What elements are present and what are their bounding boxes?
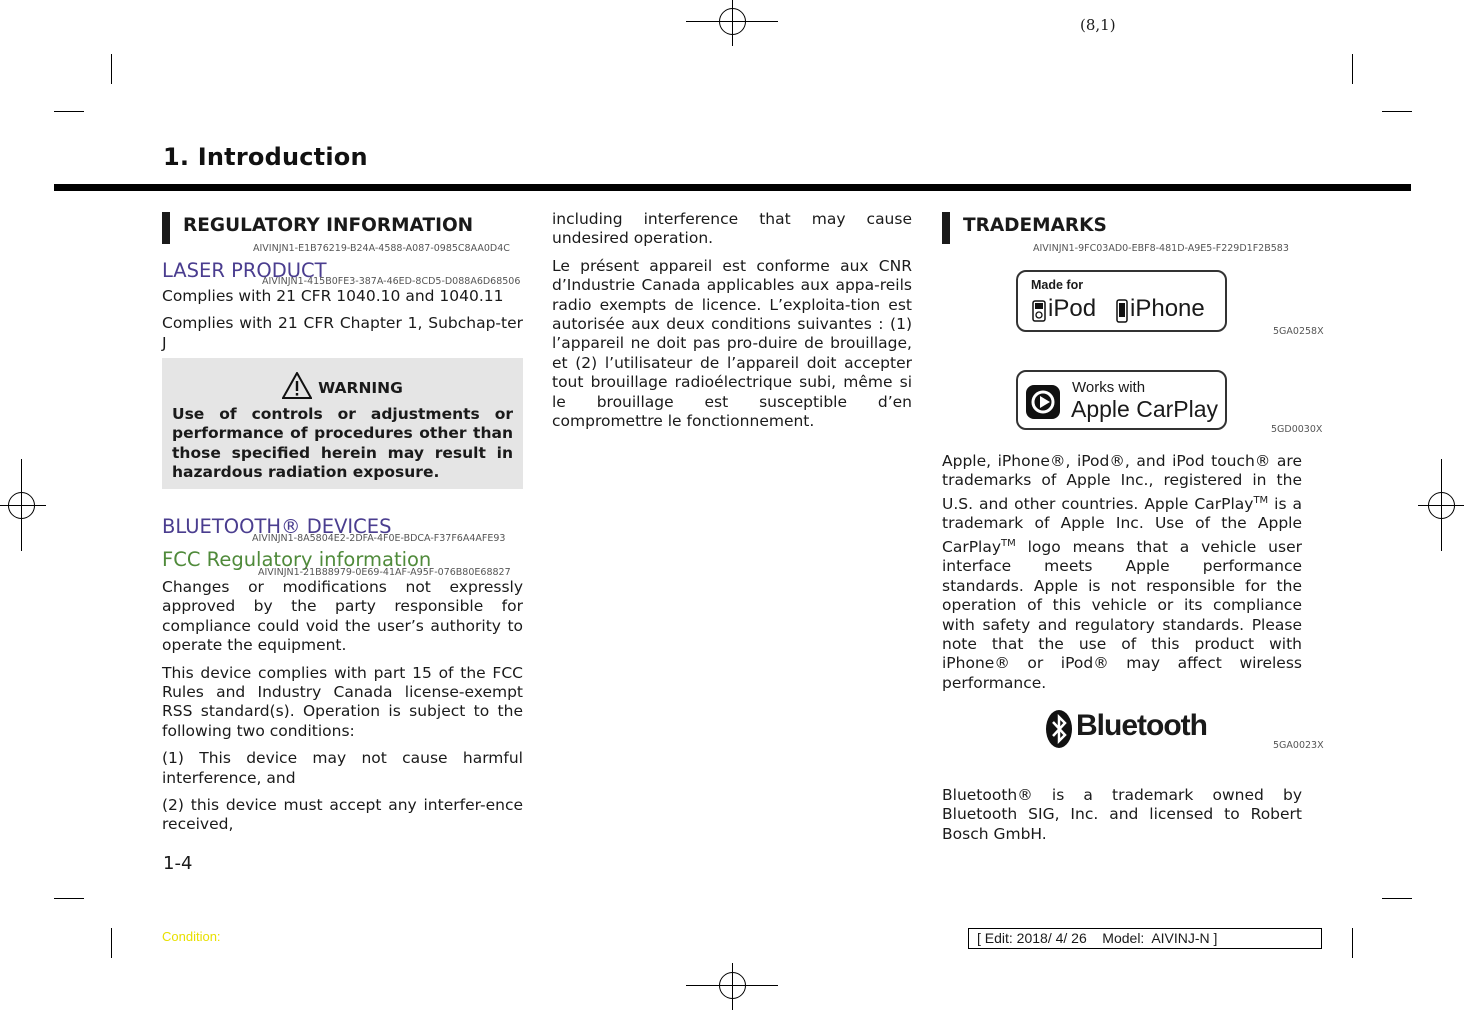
warning-label: WARNING [318, 379, 403, 397]
condition-label: Condition: [162, 929, 221, 944]
section-bar [942, 212, 950, 244]
section-title-regulatory: REGULATORY INFORMATION [183, 215, 474, 236]
apple-text-part1: Apple, iPhone®, iPod®, and iPod touch® are trademarks of Apple Inc., registered in the U.S. and other countries. Apple CarPlay [942, 452, 1302, 513]
apple-text-part3: logo means that a vehicle user interface meets Apple performance standards. Apple is not responsible for the operation of this vehicle or its compliance with safety and regulatory standards. Please note that the use of this product with iPhone® or iPod® may affect wireless performance. [942, 537, 1302, 692]
paragraph: Le présent appareil est conforme aux CNR d’Industrie Canada applicables aux appa-reils radio exempts de licence. L’exploita-tion est autorisée aux deux conditions suivantes : (1) l’appareil ne doit pas pro-duire de brouillage, et (2) l’utilisateur de l’appareil doit accepter tout brouillage radioélectrique subi, même si le brouillage est susceptible d’en compromettre le fonctionnement. [552, 256, 912, 431]
bluetooth-trademark-text [942, 786, 1302, 852]
subsection-title-bluetooth: BLUETOOTH® DEVICES [162, 515, 392, 538]
edit-info-box: [ Edit: 2018/ 4/ 26 Model: AIVINJ-N ] [968, 928, 1322, 949]
subsection-id: AIVINJN1-8A5804E2-2DFA-4F0E-BDCA-F37F6A4AFE93 [252, 533, 506, 544]
tm-superscript: TM [1253, 494, 1269, 506]
logo-iphone-text: iPhone [1130, 295, 1205, 322]
iphone-icon [1116, 299, 1128, 323]
section-id: AIVINJN1-E1B76219-B24A-4588-A087-0985C8AA0D4C [253, 243, 510, 254]
paragraph: (2) this device must accept any interfer-ence received, [162, 796, 523, 834]
bluetooth-icon [1046, 710, 1072, 748]
laser-body [162, 287, 523, 361]
header-rule [54, 184, 1411, 191]
logo-works-with-text: Works with [1072, 379, 1146, 396]
page-number: 1-4 [163, 853, 193, 874]
warning-text: Use of controls or adjustments or performance of procedures other than those specified herein may result in hazardous radiation exposure. [172, 405, 513, 482]
subsection-title-fcc: FCC Regulatory information [162, 548, 432, 571]
warning-heading [162, 372, 523, 399]
section-bar [162, 212, 170, 244]
figure-id: 5GA0023X [1273, 740, 1324, 751]
logo-ipod-text: iPod [1048, 295, 1097, 322]
figure-id: 5GD0030X [1271, 424, 1323, 435]
paragraph: Complies with 21 CFR Chapter 1, Subchap-ter J [162, 314, 523, 352]
subsection-id: AIVINJN1-21B88979-0E69-41AF-A95F-076B80E68827 [258, 567, 511, 578]
page-reference: (8,1) [1080, 16, 1116, 34]
paragraph: (1) This device may not cause harmful interference, and [162, 749, 523, 787]
bluetooth-logo [1046, 707, 1206, 753]
figure-id: 5GA0258X [1273, 326, 1324, 337]
apple-text-part2: is a trademark of Apple Inc. Use of the Apple CarPlay [942, 494, 1303, 556]
ipod-icon [1032, 300, 1046, 322]
paragraph: Changes or modifications not expressly approved by the party responsible for compliance could void the user’s authority to operate the equipment. [162, 578, 523, 655]
middle-body [552, 210, 912, 439]
paragraph: including interference that may cause undesired operation. [552, 210, 912, 248]
made-for-ipod-iphone-logo [1016, 270, 1227, 332]
paragraph: Complies with 21 CFR 1040.10 and 1040.11 [162, 287, 504, 305]
paragraph: This device complies with part 15 of the FCC Rules and Industry Canada license-exempt RSS standard(s). Operation is subject to the following two conditions: [162, 663, 523, 740]
warning-box [162, 358, 523, 489]
logo-carplay-text: Apple CarPlay [1071, 396, 1219, 422]
chapter-title: 1. Introduction [163, 143, 368, 171]
section-title-trademarks: TRADEMARKS [963, 215, 1107, 236]
carplay-icon [1026, 385, 1060, 419]
logo-made-for-text: Made for [1031, 278, 1084, 292]
subsection-title-laser: LASER PRODUCT [162, 259, 327, 282]
works-with-carplay-logo [1016, 370, 1227, 430]
warning-icon [282, 372, 312, 399]
fcc-body [162, 578, 523, 843]
section-id: AIVINJN1-9FC03AD0-EBF8-481D-A9E5-F229D1F2B583 [1033, 243, 1289, 254]
subsection-id: AIVINJN1-415B0FE3-387A-46ED-8CD5-D088A6D68506 [262, 276, 521, 287]
apple-trademark-text [942, 452, 1302, 701]
logo-bluetooth-text: Bluetooth [1076, 709, 1207, 742]
paragraph: Bluetooth® is a trademark owned by Bluetooth SIG, Inc. and licensed to Robert Bosch GmbH. [942, 786, 1302, 843]
tm-superscript: TM [1001, 537, 1016, 549]
